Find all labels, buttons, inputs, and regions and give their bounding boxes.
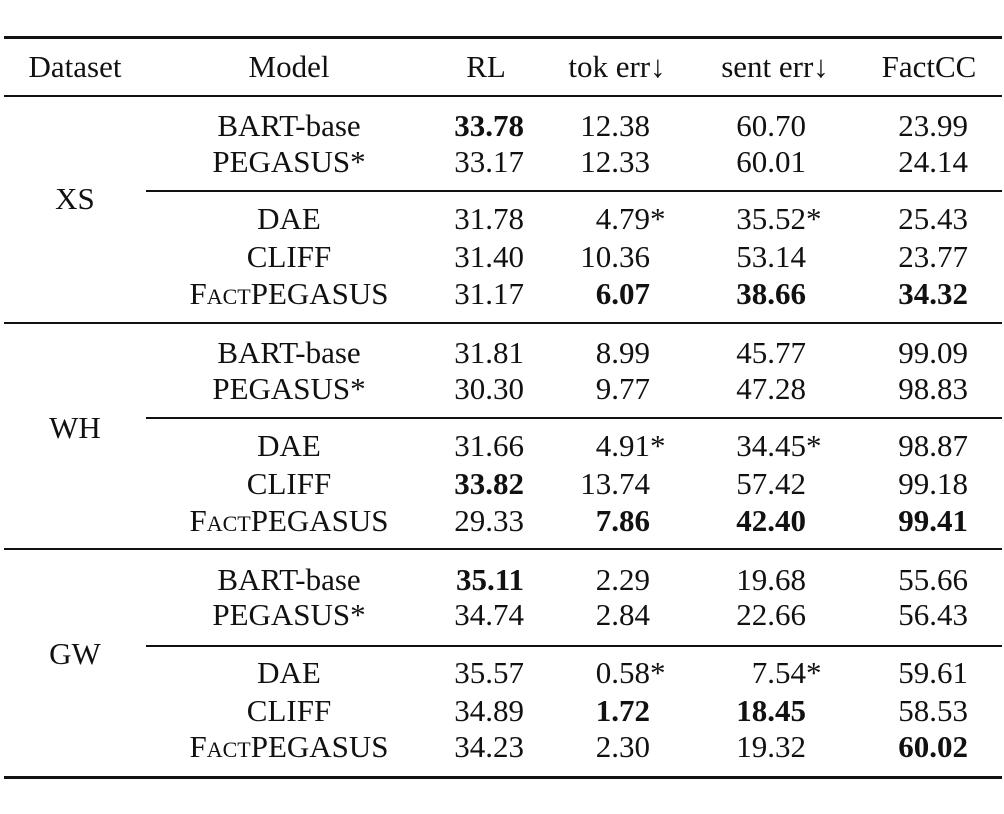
table-cell-rl: 30.30 xyxy=(454,371,524,406)
table-row-model: FactPEGASUS xyxy=(189,503,389,538)
table-cell-rl: 33.17 xyxy=(454,144,524,179)
table-top-rule xyxy=(4,36,1002,39)
table-cell-factcc: 60.02 xyxy=(898,729,968,764)
table-cell-tok: 1.72 xyxy=(595,693,650,728)
table-cell-tok: 12.33 xyxy=(580,144,650,179)
table-cell-tok: 2.84 xyxy=(595,597,650,632)
table-row-model: PEGASUS* xyxy=(212,597,366,632)
table-cell-rl: 29.33 xyxy=(454,503,524,538)
table-cell-rl: 34.89 xyxy=(454,693,524,728)
table-cell-tok: 0.58* xyxy=(595,655,666,690)
table-cell-factcc: 58.53 xyxy=(898,693,968,728)
table-cell-tok: 2.29 xyxy=(595,562,650,597)
table-cell-factcc: 34.32 xyxy=(898,276,968,311)
table-cell-factcc: 99.09 xyxy=(898,335,968,370)
header-dataset: Dataset xyxy=(28,49,122,84)
table-cell-sent: 19.68 xyxy=(736,562,806,597)
table-cell-factcc: 99.18 xyxy=(898,466,968,501)
table-cell-rl: 34.74 xyxy=(454,597,524,632)
xs-wh-rule xyxy=(4,322,1002,324)
table-cell-rl: 31.78 xyxy=(454,201,524,236)
table-cell-sent: 19.32 xyxy=(736,729,806,764)
table-row-model: FactPEGASUS xyxy=(189,276,389,311)
table-cell-sent: 38.66 xyxy=(736,276,806,311)
table-cell-sent: 53.14 xyxy=(736,239,806,274)
table-cell-tok: 8.99 xyxy=(595,335,650,370)
table-cell-factcc: 24.14 xyxy=(898,144,968,179)
gw-group-separator xyxy=(146,645,1002,647)
table-cell-sent: 22.66 xyxy=(736,597,806,632)
table-cell-factcc: 56.43 xyxy=(898,597,968,632)
table-cell-rl: 35.57 xyxy=(454,655,524,690)
table-cell-tok: 7.86 xyxy=(595,503,650,538)
table-row-model: DAE xyxy=(257,428,321,463)
table-cell-tok: 2.30 xyxy=(595,729,650,764)
table-cell-sent: 60.01 xyxy=(736,144,806,179)
table-bottom-rule xyxy=(4,776,1002,779)
table-cell-rl: 31.66 xyxy=(454,428,524,463)
table-row-model: BART-base xyxy=(217,562,361,597)
table-cell-factcc: 23.77 xyxy=(898,239,968,274)
header-tok-err: tok err↓ xyxy=(568,49,666,84)
header-factcc: FactCC xyxy=(881,49,977,84)
table-cell-sent: 45.77 xyxy=(736,335,806,370)
table-cell-factcc: 23.99 xyxy=(898,108,968,143)
table-cell-tok: 12.38 xyxy=(580,108,650,143)
table-row-model: BART-base xyxy=(217,108,361,143)
table-row-model: FactPEGASUS xyxy=(189,729,389,764)
table-cell-tok: 4.91* xyxy=(595,428,666,463)
table-row-model: CLIFF xyxy=(246,693,332,728)
table-cell-rl: 31.40 xyxy=(454,239,524,274)
table-row-model: DAE xyxy=(257,201,321,236)
table-cell-factcc: 59.61 xyxy=(898,655,968,690)
table-cell-tok: 13.74 xyxy=(580,466,650,501)
wh-group-separator xyxy=(146,417,1002,419)
table-cell-sent: 34.45* xyxy=(736,428,822,463)
table-cell-tok: 6.07 xyxy=(595,276,650,311)
table-cell-sent: 7.54* xyxy=(751,655,822,690)
table-cell-sent: 35.52* xyxy=(736,201,822,236)
table-row-model: PEGASUS* xyxy=(212,371,366,406)
table-cell-factcc: 99.41 xyxy=(898,503,968,538)
table-cell-factcc: 98.83 xyxy=(898,371,968,406)
header-model: Model xyxy=(248,49,330,84)
table-cell-tok: 10.36 xyxy=(580,239,650,274)
header-rl: RL xyxy=(466,49,506,84)
table-row-model: CLIFF xyxy=(246,466,332,501)
dataset-label-gw: GW xyxy=(49,636,101,671)
table-cell-rl: 31.17 xyxy=(454,276,524,311)
table-row-model: CLIFF xyxy=(246,239,332,274)
table-cell-factcc: 25.43 xyxy=(898,201,968,236)
table-cell-rl: 35.11 xyxy=(455,562,524,597)
dataset-label-wh: WH xyxy=(49,410,101,445)
header-sent-err: sent err↓ xyxy=(721,49,829,84)
table-cell-sent: 60.70 xyxy=(736,108,806,143)
table-cell-sent: 57.42 xyxy=(736,466,806,501)
dataset-label-xs: XS xyxy=(55,181,95,216)
table-row-model: DAE xyxy=(257,655,321,690)
table-cell-rl: 31.81 xyxy=(454,335,524,370)
xs-group-separator xyxy=(146,190,1002,192)
table-cell-tok: 4.79* xyxy=(595,201,666,236)
table-row-model: PEGASUS* xyxy=(212,144,366,179)
header-rule xyxy=(4,95,1002,97)
table-cell-rl: 33.82 xyxy=(454,466,524,501)
table-cell-rl: 33.78 xyxy=(454,108,524,143)
table-cell-sent: 42.40 xyxy=(736,503,806,538)
table-cell-factcc: 98.87 xyxy=(898,428,968,463)
table-row-model: BART-base xyxy=(217,335,361,370)
table-cell-tok: 9.77 xyxy=(595,371,650,406)
wh-gw-rule xyxy=(4,548,1002,550)
table-cell-factcc: 55.66 xyxy=(898,562,968,597)
table-cell-sent: 47.28 xyxy=(736,371,806,406)
table-cell-sent: 18.45 xyxy=(736,693,806,728)
table-cell-rl: 34.23 xyxy=(454,729,524,764)
